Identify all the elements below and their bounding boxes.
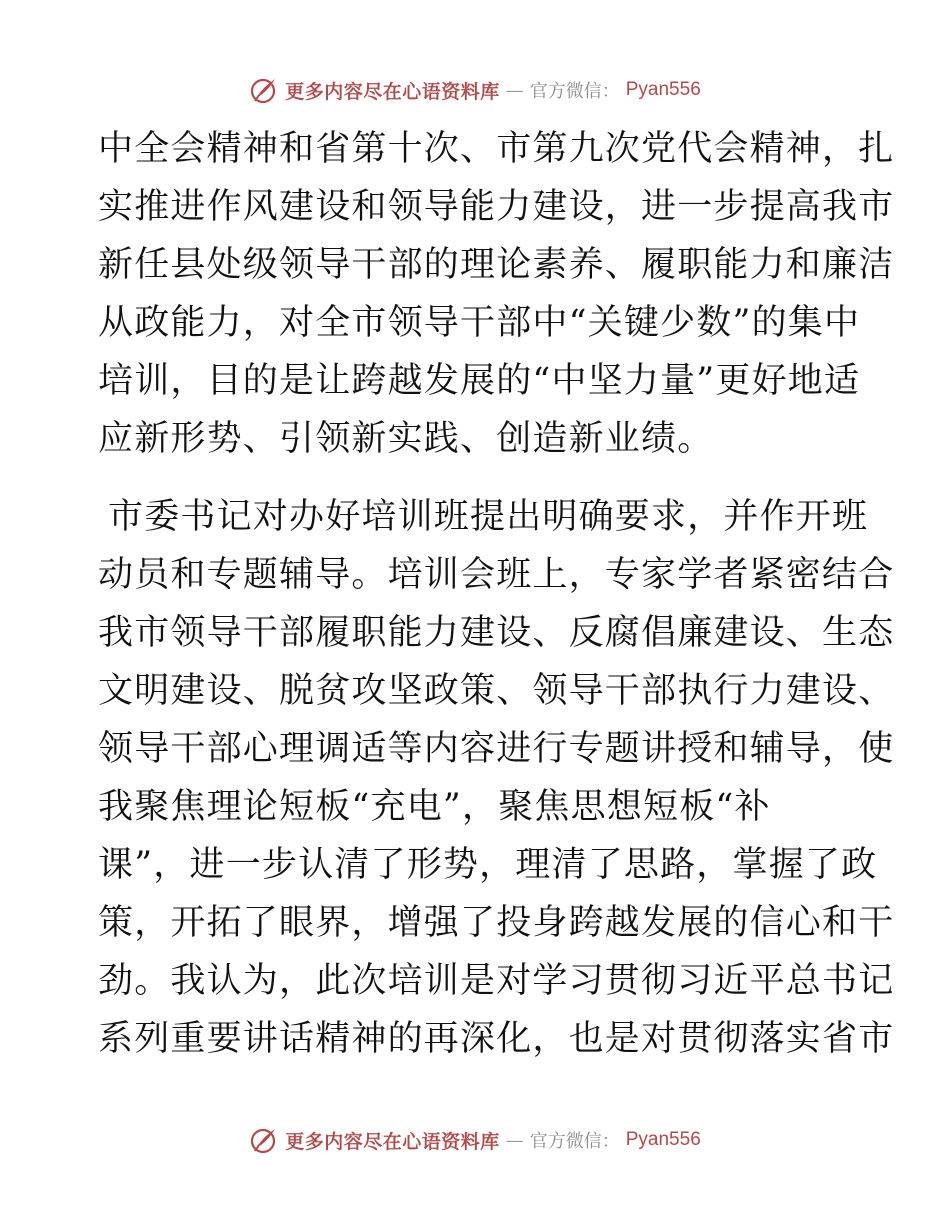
text-line: 动员和专题辅导。培训会班上，专家学者紧密结合 [98,555,895,595]
quill-logo-icon [249,75,279,105]
paragraph-spacer [98,468,858,488]
text-line: 应新形势、引领新实践、创造新业绩。 [98,419,714,459]
header-separator: — [505,79,524,101]
text-line: 课”，进一步认清了形势，理清了思路，掌握了政 [98,845,878,885]
header-wechat-id: Pyan556 [625,79,701,100]
text-line: 领导干部心理调适等内容进行专题讲授和辅导，使 [98,729,895,769]
paragraph-1 [98,120,895,468]
text-line: 劲。我认为，此次培训是对学习贯彻习近平总书记 [98,961,895,1001]
text-line: 我聚焦理论短板“充电”，聚焦思想短板“补 [98,787,771,827]
text-line: 系列重要讲话精神的再深化，也是对贯彻落实省市 [98,1019,895,1059]
text-line: 培训，目的是让跨越发展的“中坚力量”更好地适 [98,361,861,401]
text-line: 市委书记对办好培训班提出明确要求，并作开班 [108,497,869,537]
text-line: 文明建设、脱贫攻坚政策、领导干部执行力建设、 [98,671,895,711]
header-banner [0,72,950,108]
text-line: 实推进作风建设和领导能力建设，进一步提高我市 [98,187,895,227]
document-body [98,120,895,1068]
text-line: 策，开拓了眼界，增强了投身跨越发展的信心和干 [98,903,895,943]
quill-logo-icon [249,1125,279,1155]
footer-site-name: 更多内容尽在心语资料库 [285,1130,500,1153]
header-site-name: 更多内容尽在心语资料库 [285,80,500,103]
text-line: 中全会精神和省第十次、市第九次党代会精神，扎 [98,129,895,169]
paragraph-2 [98,488,895,1068]
header-wechat-label: 官方微信： [529,81,620,102]
footer-separator: — [505,1129,524,1151]
text-line: 从政能力，对全市领导干部中“关键少数”的集中 [98,303,861,343]
text-line: 我市领导干部履职能力建设、反腐倡廉建设、生态 [98,613,895,653]
footer-banner [0,1122,950,1158]
footer-wechat-label: 官方微信： [529,1131,620,1152]
footer-wechat-id: Pyan556 [625,1129,701,1150]
text-line: 新任县处级领导干部的理论素养、履职能力和廉洁 [98,245,895,285]
